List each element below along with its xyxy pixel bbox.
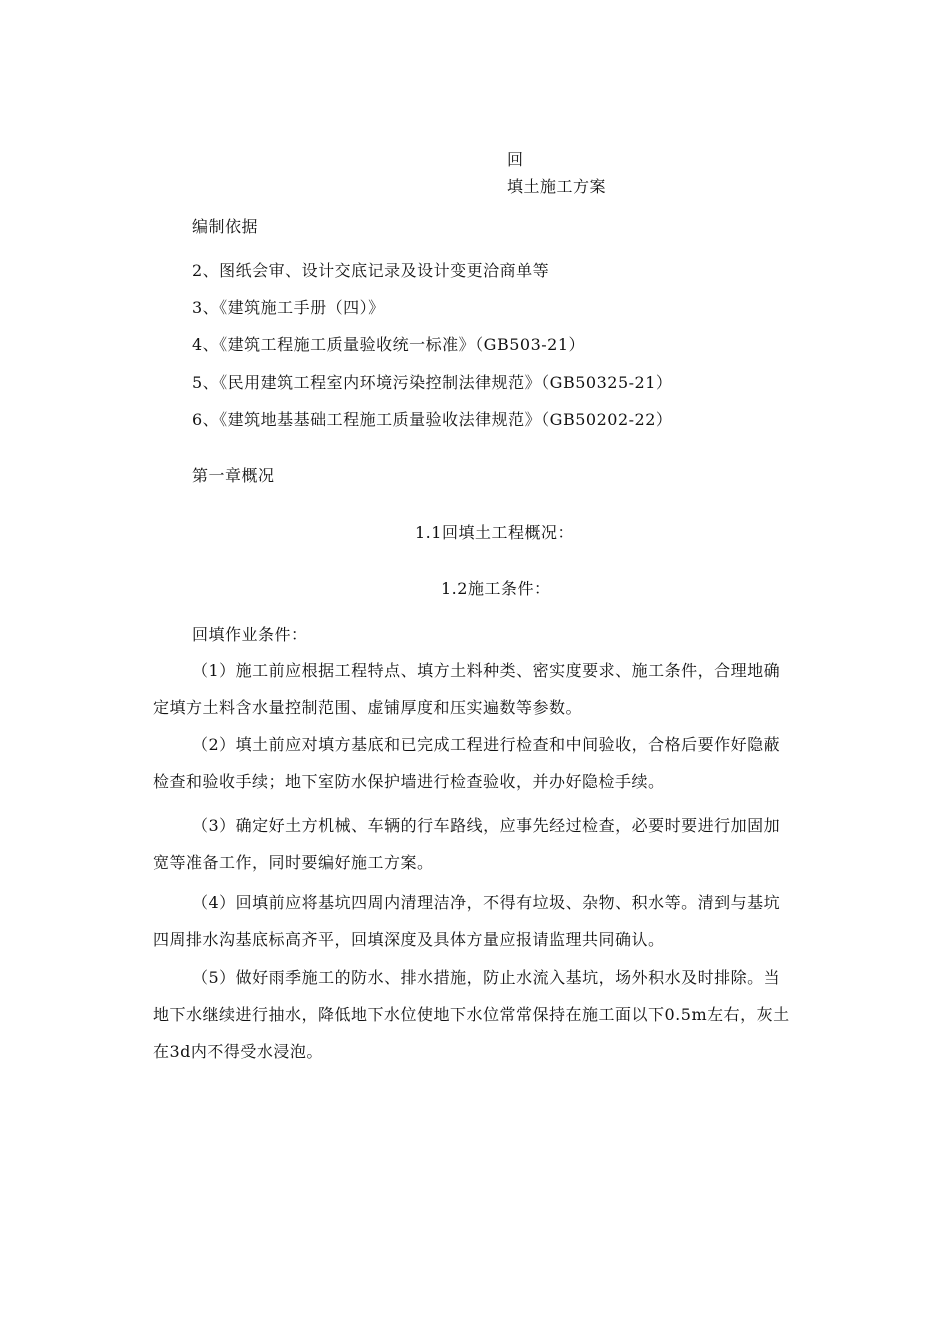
reference-item: 5、《民用建筑工程室内环境污染控制法律规范》（GB50325-21）	[192, 373, 673, 392]
document-title-line-1: 回	[507, 150, 524, 169]
reference-item: 3、《建筑施工手册（四）》	[192, 298, 385, 317]
paragraph-line: （4）回填前应将基坑四周内清理洁净，不得有垃圾、杂物、积水等。清到与基坑	[192, 893, 781, 912]
document-title-line-2: 填土施工方案	[507, 177, 607, 196]
paragraph-line: 宽等准备工作，同时要编好施工方案。	[153, 853, 434, 872]
paragraph-line: 在3d内不得受水浸泡。	[153, 1042, 323, 1061]
condition-paragraph	[153, 815, 853, 889]
reference-item: 6、《建筑地基基础工程施工质量验收法律规范》（GB50202-22）	[192, 410, 673, 429]
paragraph-line: （5）做好雨季施工的防水、排水措施，防止水流入基坑，场外积水及时排除。当	[192, 968, 781, 987]
reference-item: 2、图纸会审、设计交底记录及设计变更洽商单等	[192, 261, 550, 280]
reference-item: 4、《建筑工程施工质量验收统一标准》（GB503-21）	[192, 335, 586, 354]
paragraph-line: 四周排水沟基底标高齐平，回填深度及具体方量应报请监理共同确认。	[153, 930, 665, 949]
basis-heading: 编制依据	[192, 217, 259, 236]
paragraph-line: （3）确定好土方机械、车辆的行车路线，应事先经过检查，必要时要进行加固加	[192, 816, 781, 835]
chapter-title: 第一章概况	[192, 466, 275, 485]
condition-paragraph	[153, 660, 853, 734]
conditions-heading: 回填作业条件：	[192, 625, 308, 644]
condition-paragraph	[153, 892, 853, 966]
condition-paragraph	[153, 967, 853, 1078]
paragraph-line: （2）填土前应对填方基底和已完成工程进行检查和中间验收，合格后要作好隐蔽	[192, 735, 781, 754]
condition-paragraph	[153, 734, 853, 808]
paragraph-line: 定填方土料含水量控制范围、虚铺厚度和压实遍数等参数。	[153, 698, 583, 717]
paragraph-line: 地下水继续进行抽水，降低地下水位使地下水位常常保持在施工面以下0.5m左右，灰土	[153, 1005, 790, 1024]
paragraph-line: 检查和验收手续；地下室防水保护墙进行检查验收，并办好隐检手续。	[153, 772, 665, 791]
paragraph-line: （1）施工前应根据工程特点、填方土料种类、密实度要求、施工条件，合理地确	[192, 661, 781, 680]
section-heading-1-2: 1.2施工条件：	[441, 579, 551, 598]
section-heading-1-1: 1.1回填土工程概况：	[415, 523, 574, 542]
